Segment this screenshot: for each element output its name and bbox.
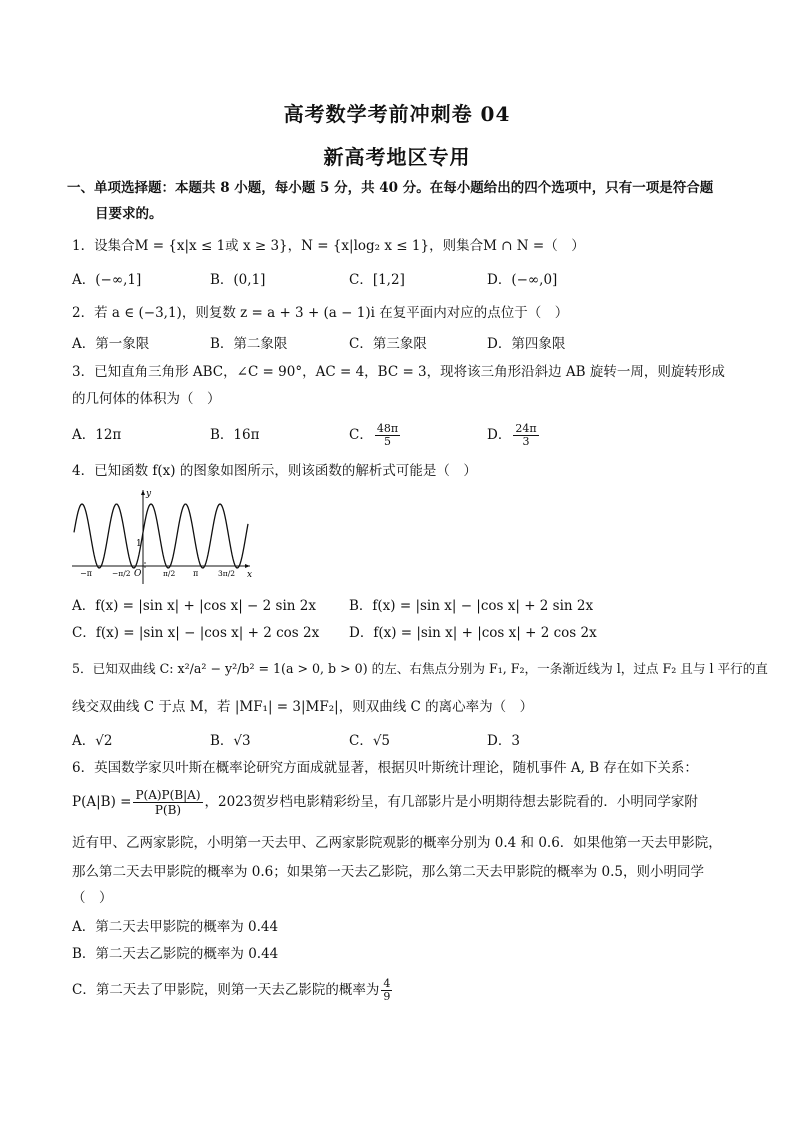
q5-option-c: C．√5 [349, 733, 391, 749]
q5-stem-line1: 5．已知双曲线 C: x²/a² − y²/b² = 1(a > 0, b > 0) 的左、右焦点分别为 F₁, F₂，一条渐近线为 l，过点 F₂ 且与 l 平行的直 [72, 661, 768, 676]
q3-option-b: B．16π [210, 427, 260, 443]
q3-option-a: A．12π [72, 427, 122, 443]
q6-stem-line4: 那么第二天去甲影院的概率为 0.6；如果第一天去乙影院，那么第二天去甲影院的概率为 0.5，则小明同学 [72, 864, 705, 880]
y-intercept-label: 1 [136, 539, 142, 549]
q6-formula-denominator: P(B) [154, 803, 182, 817]
q6-option-c-fraction [381, 978, 392, 1003]
q3-option-c-numerator: 48π [376, 422, 399, 435]
q4-option-a: A．f(x) = |sin x| + |cos x| − 2 sin 2x [72, 598, 316, 614]
q6-option-b: B．第二天去乙影院的概率为 0.44 [72, 946, 279, 962]
q6-formula-numerator: P(A)P(B|A) [135, 788, 201, 802]
q1-option-a: A．(−∞,1] [72, 272, 142, 288]
q3-option-c-denominator: 5 [383, 435, 391, 448]
q6-formula-left: P(A|B) = [72, 794, 132, 810]
q3-option-d [487, 418, 541, 452]
q3-option-d-label: D． [487, 427, 512, 443]
q6-stem-line5: （ ） [72, 890, 113, 906]
section-heading-line2: 目要求的。 [95, 206, 163, 222]
y-axis-label: y [146, 489, 152, 499]
q6-stem-line1: 6．英国数学家贝叶斯在概率论研究方面成就显著，根据贝叶斯统计理论，随机事件 A, B 存在如下关系： [72, 760, 698, 776]
section-heading-line1: 一、单项选择题：本题共 8 小题，每小题 5 分，共 40 分。在每小题给出的四个选项中，只有一项是符合题 [67, 180, 714, 196]
q3-option-d-denominator: 3 [522, 435, 530, 448]
tick-label-pi: π [193, 569, 199, 578]
q6-stem-line3: 近有甲、乙两家影院，小明第一天去甲、乙两家影院观影的概率分别为 0.4 和 0.6．如果他第一天去甲影院， [72, 835, 722, 851]
tick-label-neg-pi: −π [80, 569, 92, 578]
q4-option-b: B．f(x) = |sin x| − |cos x| + 2 sin 2x [349, 598, 594, 614]
q6-option-c-text: C．第二天去了甲影院，则第一天去乙影院的概率为 [72, 982, 380, 998]
page-title: 高考数学考前冲刺卷 04 [283, 102, 511, 126]
q3-option-c-label: C． [349, 427, 373, 443]
tick-label-neg-half-pi: −π/2 [112, 569, 131, 578]
q4-option-c: C．f(x) = |sin x| − |cos x| + 2 cos 2x [72, 625, 320, 641]
tick-label-three-half-pi: 3π/2 [218, 569, 235, 578]
q6-option-c-numerator: 4 [383, 977, 391, 990]
q6-option-c [72, 972, 394, 1008]
q2-option-d: D．第四象限 [487, 336, 566, 352]
q2-stem: 2．若 a ∈ (−3,1)，则复数 z = a + 3 + (a − 1)i 在复平面内对应的点位于（ ） [72, 305, 569, 321]
q6-option-a: A．第二天去甲影院的概率为 0.44 [72, 919, 279, 935]
q4-stem: 4．已知函数 f(x) 的图象如图所示，则该函数的解析式可能是（ ） [72, 463, 477, 479]
x-axis-label: x [247, 570, 253, 580]
q6-option-c-denominator: 9 [383, 990, 391, 1003]
q6-stem-line2-text: ，2023贺岁档电影精彩纷呈，有几部影片是小明期待想去影院看的．小明同学家附 [204, 794, 698, 810]
q4-function-graph [70, 484, 254, 588]
y-axis-arrow [141, 490, 145, 495]
q1-option-b: B．(0,1] [210, 272, 266, 288]
q6-stem-line2 [72, 783, 698, 821]
q2-option-a: A．第一象限 [72, 336, 150, 352]
q2-option-c: C．第三象限 [349, 336, 427, 352]
q3-option-d-numerator: 24π [515, 422, 537, 435]
page-subtitle: 新高考地区专用 [323, 145, 471, 169]
q6-formula-fraction [133, 788, 202, 817]
q2-option-b: B．第二象限 [210, 336, 288, 352]
q1-option-d: D．(−∞,0] [487, 272, 558, 288]
q3-stem-line2: 的几何体的体积为（ ） [72, 391, 221, 407]
q3-stem-line1: 3．已知直角三角形 ABC，∠C = 90°，AC = 4，BC = 3，现将该三角形沿斜边 AB 旋转一周，则旋转形成 [72, 364, 725, 380]
q5-option-d: D．3 [487, 733, 520, 749]
q3-option-c-fraction [375, 423, 400, 448]
q1-option-c: C．[1,2] [349, 272, 405, 288]
q3-option-d-fraction [513, 423, 538, 448]
function-curve [74, 504, 248, 568]
x-axis-arrow [245, 564, 250, 568]
q5-stem-line2: 线交双曲线 C 于点 M，若 |MF₁| = 3|MF₂|，则双曲线 C 的离心率为（ ） [72, 699, 534, 715]
q4-option-d: D．f(x) = |sin x| + |cos x| + 2 cos 2x [349, 625, 597, 641]
tick-label-half-pi: π/2 [163, 569, 176, 578]
q1-stem: 1．设集合M = {x|x ≤ 1或 x ≥ 3}，N = {x|log₂ x ≤ 1}，则集合M ∩ N =（ ） [72, 238, 585, 254]
q5-option-b: B．√3 [210, 733, 251, 749]
q3-option-c [349, 418, 402, 452]
q5-option-a: A．√2 [72, 733, 113, 749]
origin-label: O [134, 569, 142, 579]
